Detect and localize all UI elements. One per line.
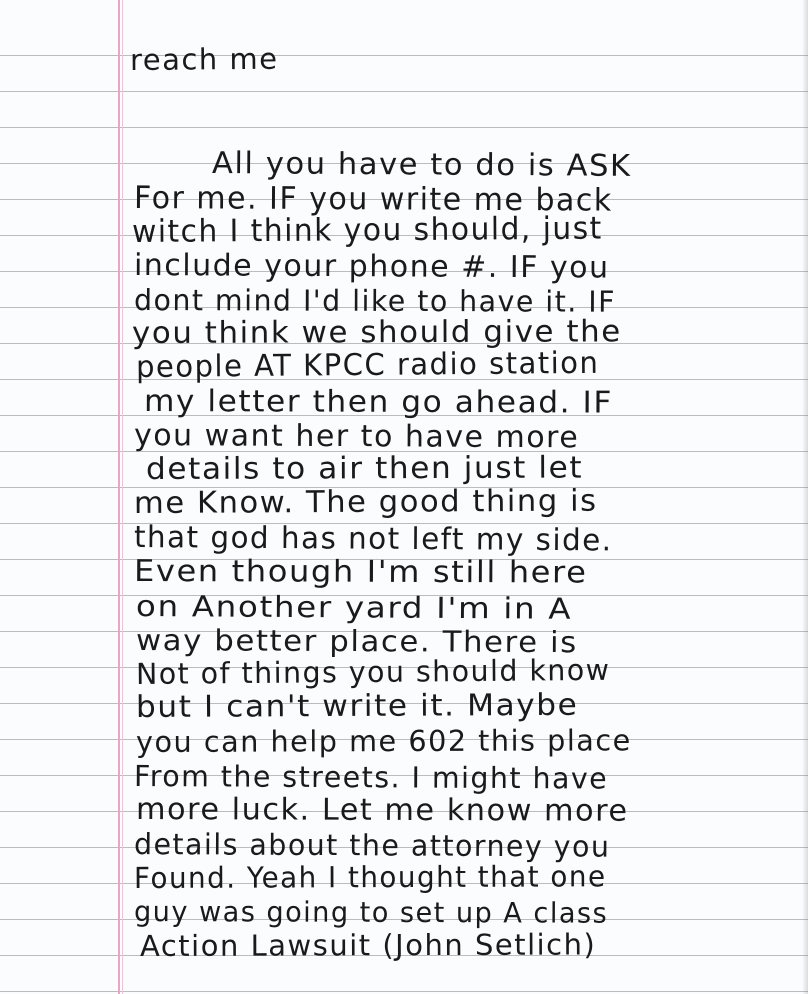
letter-line: guy was going to set up A class (133, 895, 609, 930)
letter-line: dont mind I'd like to have it. IF (133, 283, 617, 319)
letter-line: my letter then go ahead. IF (143, 384, 613, 421)
letter-line: witch I think you should, just (131, 210, 603, 250)
letter-line: you can help me 602 this place (135, 723, 632, 759)
letter-line: you think we should give the (131, 314, 622, 351)
letter-line: on Another yard I'm in A (135, 589, 573, 626)
letter-line: reach me (129, 41, 279, 77)
letter-line: Action Lawsuit (John Setlich) (139, 927, 597, 963)
letter-line: more luck. Let me know more (135, 792, 629, 829)
letter-line: Even though I'm still here (133, 554, 588, 591)
letter-line: details about the attorney you (133, 827, 611, 864)
letter-line: For me. IF you write me back (133, 180, 613, 219)
letter-line: way better place. There is (135, 623, 578, 660)
letter-line: me Know. The good thing is (133, 483, 598, 521)
letter-line: Not of things you should know (135, 652, 611, 691)
letter-line: people AT KPCC radio station (135, 345, 600, 385)
letter-line: All you have to do is ASK (211, 146, 632, 184)
letter-line: From the streets. I might have (133, 759, 609, 796)
letter-line: you want her to have more (133, 418, 580, 456)
letter-line: but I can't write it. Maybe (135, 687, 579, 725)
letter-line: that god has not left my side. (133, 520, 613, 559)
letter-line: include your phone #. IF you (133, 248, 610, 286)
letter-line: Found. Yeah I thought that one (133, 859, 607, 895)
letter-line: details to air then just let (145, 450, 584, 487)
